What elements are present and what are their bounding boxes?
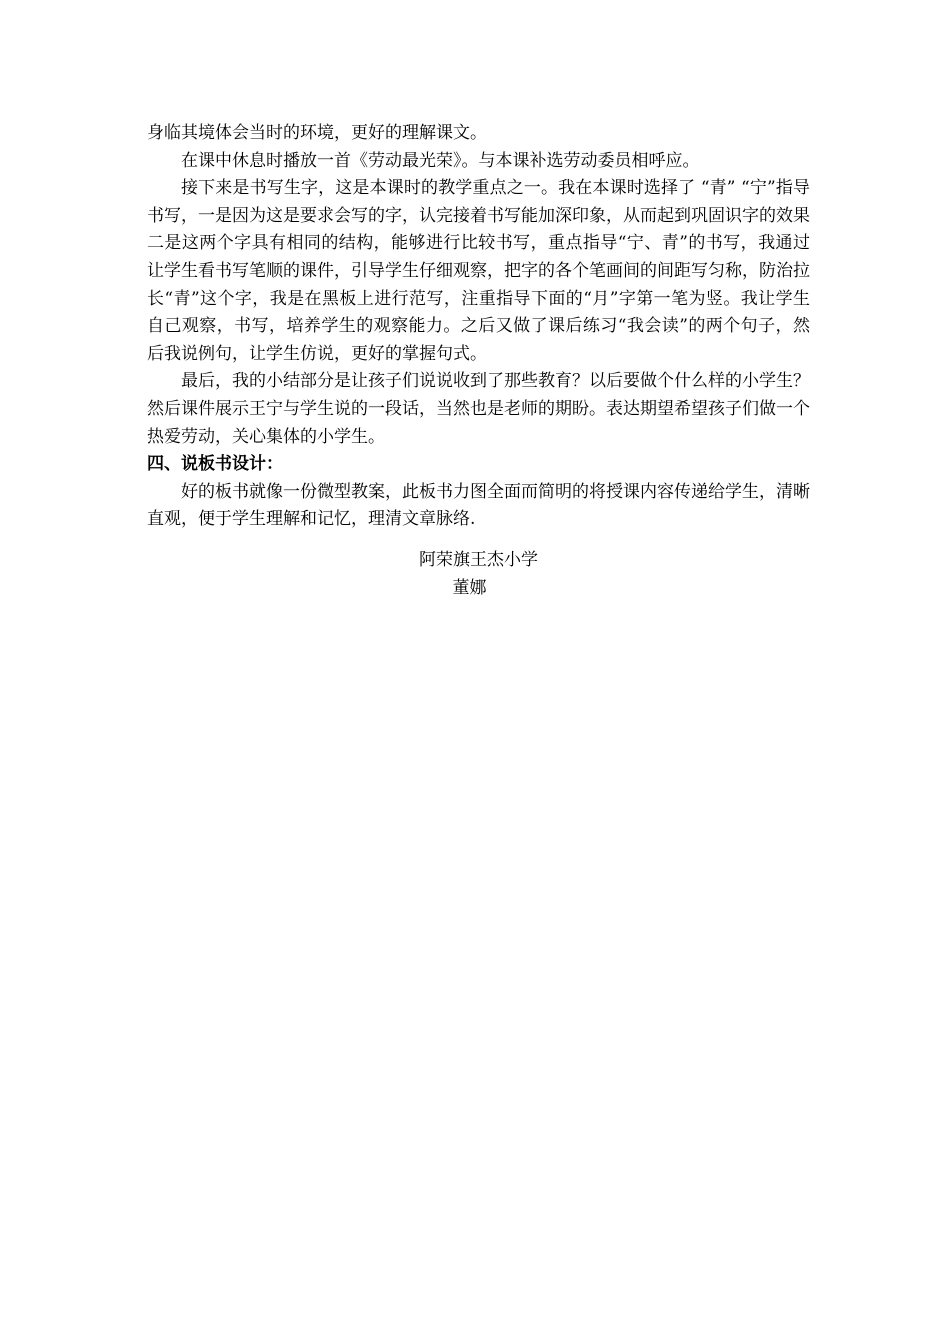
paragraph-writing-practice: 接下来是书写生字，这是本课时的教学重点之一。我在本课时选择了 “青” “宁”指导书写，一是因为这是要求会写的字，认完接着书写能加深印象，从而起到巩固识字的效果二是这两个字具有相同的结构，能够进行比较书写，重点指导“宁、青”的书写，我通过让学生看书写笔顺的课件，引导学生仔细观察，把字的各个笔画间的间距写匀称，防治拉长“青”这个字，我是在黑板上进行范写，注重指导下面的“月”字第一笔为竖。我让学生自己观察，书写，培养学生的观察能力。之后又做了课后练习“我会读”的两个句子，然后我说例句，让学生仿说，更好的掌握句式。 bbox=[147, 178, 810, 364]
paragraph-summary: 最后，我的小结部分是让孩子们说说收到了那些教育？以后要做个什么样的小学生？然后课件展示王宁与学生说的一段话，当然也是老师的期盼。表达期望希望孩子们做一个热爱劳动，关心集体的小学生。 bbox=[147, 371, 810, 447]
paragraph-board-design: 好的板书就像一份微型教案，此板书力图全面而简明的将授课内容传递给学生，清晰直观，便于学生理解和记忆，理清文章脉络. bbox=[147, 481, 810, 530]
signature-block bbox=[147, 546, 810, 602]
document-body bbox=[147, 120, 810, 534]
paragraph-continuation: 身临其境体会当时的环境，更好的理解课文。 bbox=[147, 123, 487, 143]
signature-author: 董娜 bbox=[452, 578, 487, 598]
paragraph-break-song: 在课中休息时播放一首《劳动最光荣》。与本课补选劳动委员相呼应。 bbox=[181, 150, 700, 171]
section-heading-board-design: 四、说板书设计： bbox=[147, 454, 283, 475]
signature-school: 阿荣旗王杰小学 bbox=[419, 550, 538, 570]
